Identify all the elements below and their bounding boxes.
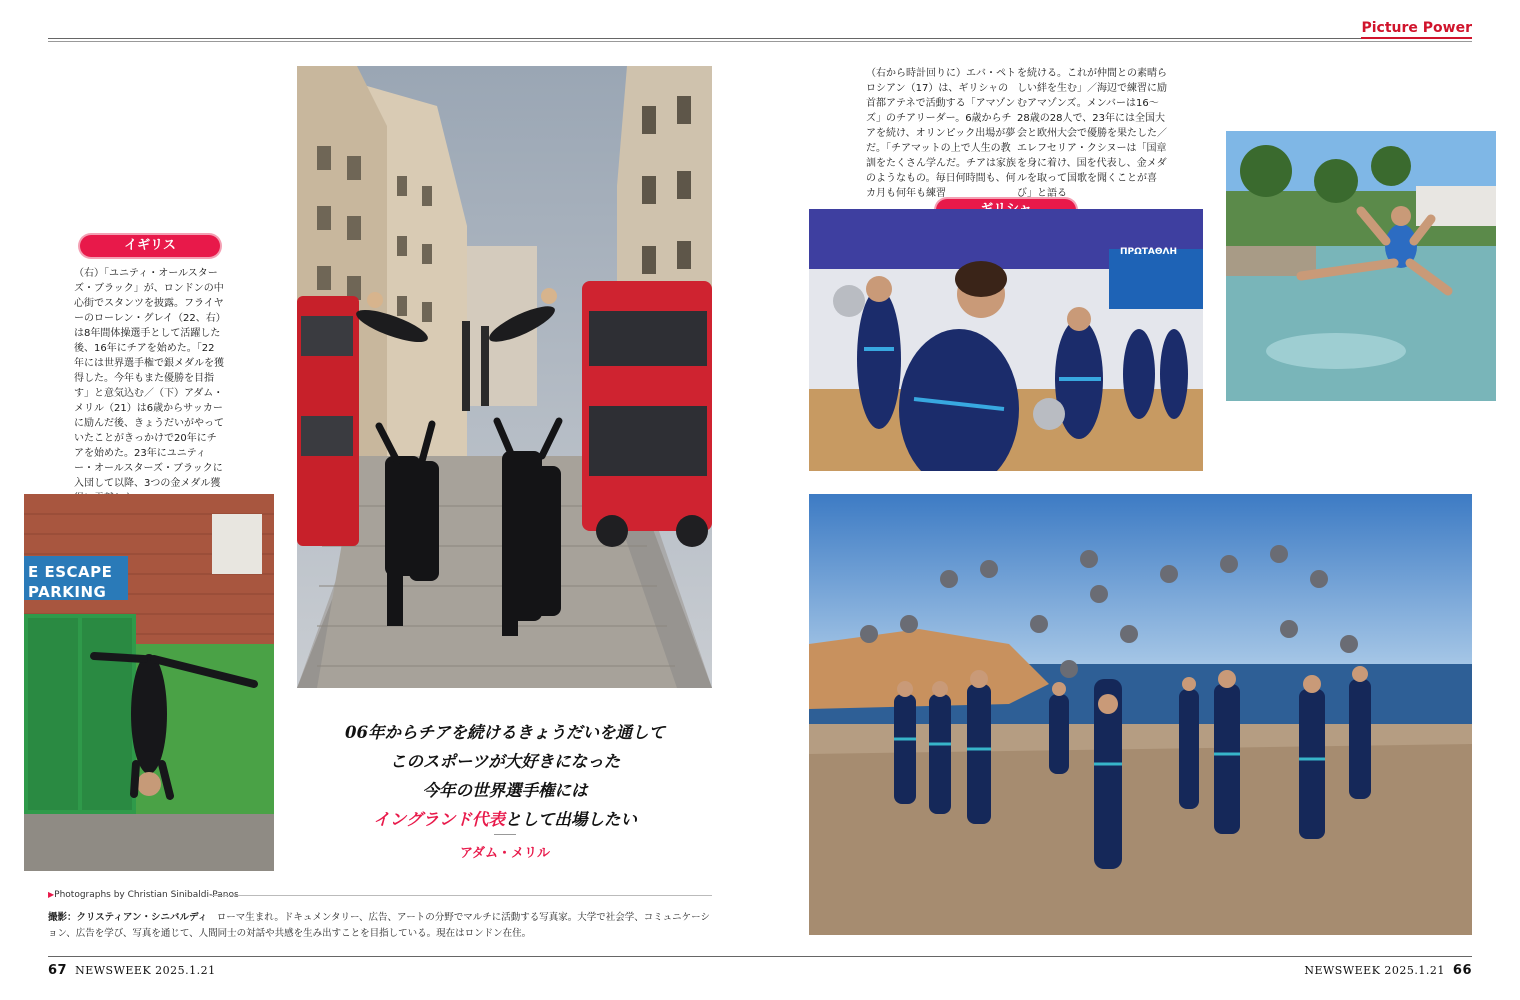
sign-parking-text: PARKING: [28, 583, 107, 601]
quote-line-1: 06年からチアを続けるきょうだいを通して: [345, 723, 665, 742]
right-magazine-issue: NEWSWEEK 2025.1.21: [1304, 964, 1445, 977]
sign-escape: [28, 562, 124, 602]
greece-caption-col2-text: を続ける。これが仲間との素晴らしい絆を生む」／海辺で練習に励むアマゾンズ。メンバーは16～28歳の28人で、23年には全国大会と欧州大会で優勝を果たした／エレフセリア・クシヌーは「国章を身に着け、国を代表し、金メダルを取って国歌を聞くことが喜び」と語る: [1017, 68, 1167, 199]
seaside-team-photo: [809, 494, 1472, 935]
quote-line-3: 今年の世界選手権には: [422, 781, 588, 800]
photo-credit-text: Photographs by Christian Sinibaldi-Panos: [54, 890, 239, 900]
credit-rule: [210, 895, 712, 896]
gym-banner: ΠΡΩΤΑΘΛΗ: [1120, 247, 1178, 257]
header-rule: [48, 38, 1472, 39]
left-page-number: 67: [48, 963, 68, 978]
photographer-bio: [48, 910, 718, 942]
header-rule-secondary: [48, 41, 1472, 42]
bio-text: ローマ生まれ。ドキュメンタリー、広告、アートの分野でマルチに活動する写真家。大学で社会学、コミュニケーション、広告を学び、写真を通じて、人間同士の対話や共感を生み出すことを目指している。現在はロンドン在住。: [48, 912, 710, 939]
section-title: Picture Power: [1361, 20, 1472, 39]
right-page-number: 66: [1452, 963, 1472, 978]
uk-caption-text: （右）「ユニティ・オールスターズ・ブラック」が、ロンドンの中心街でスタンツを披露。フライヤーのローレン・グレイ（22、右）は8年間体操選手として活躍した後、16年にチアを始めた。「22年には世界選手権で銀メダルを獲得した。今年もまた優勝を目指す」と意気込む／（下）アダム・メリル（21）は6歳からサッカーに励んだ後、きょうだいがやっていたことがきっかけで20年にチアを始めた。23年にユニティー・オールスターズ・ブラックに入団して以降、3つの金メダル獲: [74, 268, 224, 489]
london-street-photo: [297, 66, 712, 688]
footer-left: [48, 963, 216, 978]
handstand-photo: [24, 494, 274, 871]
quote-line-4-rest: として出場したい: [504, 810, 637, 829]
quote-divider: [494, 834, 516, 835]
quote-line-4: [300, 805, 710, 834]
pull-quote: [300, 718, 710, 834]
left-magazine-issue: NEWSWEEK 2025.1.21: [75, 964, 216, 977]
bio-label: 撮影：クリスティアン・シニバルディ: [48, 912, 208, 923]
sea-jump-photo: [1226, 131, 1496, 401]
greece-caption-col2: [1017, 66, 1167, 201]
uk-caption: [74, 266, 224, 506]
quote-line-2: このスポーツが大好きになった: [389, 752, 621, 771]
uk-country-label: イギリス: [80, 235, 220, 257]
quote-highlight: イングランド代表: [373, 810, 505, 829]
triangle-icon: ▶: [48, 890, 55, 899]
sign-escape-text: E ESCAPE: [28, 563, 113, 581]
greece-caption-col1: [866, 66, 1016, 201]
quote-attribution: アダム・メリル: [459, 846, 551, 861]
footer-rule: [48, 956, 1472, 957]
greece-caption-col1-text: （右から時計回りに）エバ・ペトロシアン（17）は、ギリシャの首都アテネで活動する「アマゾンズ」のチアリーダー。6歳からチアを続け、オリンピック出場が夢だ。「チアマットの上で人生の教訓をたくさん学んだ。チアは家族のようなもの。毎日何時間も、何カ月も何年も練習: [866, 68, 1016, 199]
footer-right: [1304, 963, 1472, 978]
